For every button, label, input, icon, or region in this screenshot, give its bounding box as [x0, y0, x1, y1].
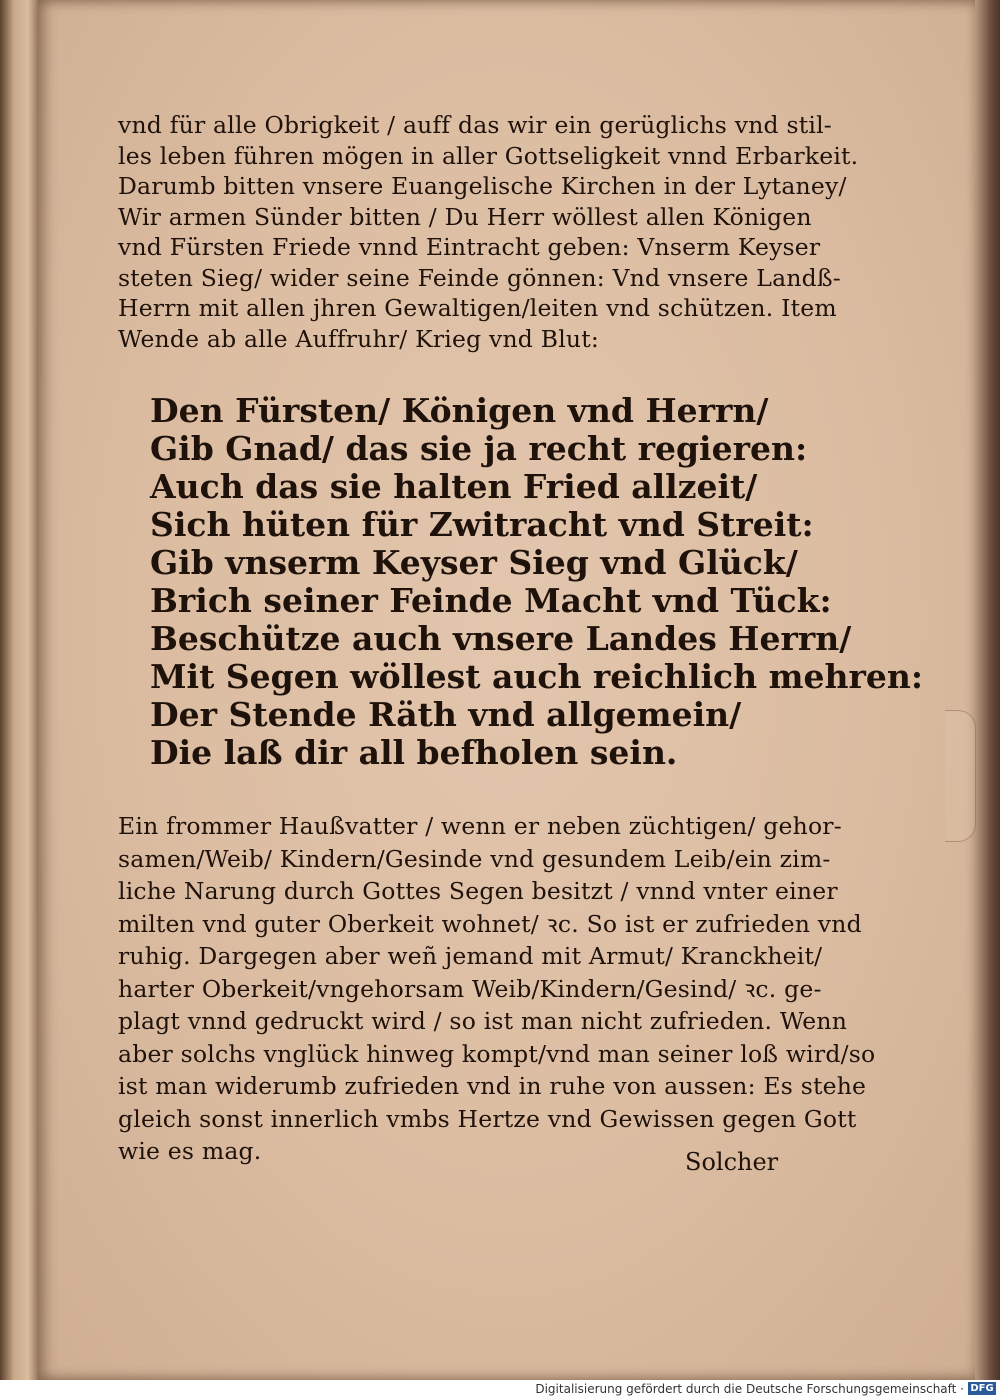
paragraph-2-line: ist man widerumb zufrieden vnd in ruhe von aussen: Es stehe — [118, 1072, 867, 1100]
paragraph-1-line: vnd Fürsten Friede vnnd Eintracht geben: Vnserm Keyser — [118, 233, 821, 261]
paragraph-1-line: Wir armen Sünder bitten / Du Herr wöllest allen Königen — [118, 202, 812, 231]
verse-line: Den Fürsten/ Königen vnd Herrn/ — [150, 391, 769, 430]
paragraph-2-line: gleich sonst innerlich vmbs Hertze vnd Gewissen gegen Gott — [118, 1104, 857, 1133]
paragraph-2-line: liche Narung durch Gottes Segen besitzt / vnnd vnter einer — [118, 877, 838, 905]
verse-line: Gib Gnad/ das sie ja recht regieren: — [150, 429, 808, 468]
catchword: Solcher — [685, 1148, 779, 1176]
verse-line: Die laß dir all befholen sein. — [150, 733, 678, 772]
paragraph-1-line: Herrn mit allen jhren Gewaltigen/leiten vnd schützen. Item — [118, 294, 837, 322]
verse-line: Der Stende Räth vnd allgemein/ — [150, 695, 742, 734]
verse-line: Sich hüten für Zwitracht vnd Streit: — [150, 505, 814, 544]
paragraph-1-line: Darumb bitten vnsere Euangelische Kirchen in der Lytaney/ — [118, 172, 847, 200]
paragraph-2-line: ruhig. Dargegen aber weñ jemand mit Armut/ Kranckheit/ — [118, 942, 823, 970]
paragraph-1 — [118, 110, 859, 354]
paragraph-1-line: les leben führen mögen in aller Gottseligkeit vnnd Erbarkeit. — [118, 141, 859, 170]
verse-block — [150, 392, 923, 772]
paragraph-2-line: aber solchs vnglück hinweg kompt/vnd man seiner loß wird/so — [118, 1039, 876, 1068]
verse-line: Gib vnserm Keyser Sieg vnd Glück/ — [150, 543, 798, 582]
verse-line: Brich seiner Feinde Macht vnd Tück: — [150, 581, 832, 620]
previous-page-edge — [0, 0, 40, 1380]
footer-credit: Digitalisierung gefördert durch die Deutsche Forschungsgemeinschaft · — [535, 1382, 964, 1396]
paragraph-2-line: milten vnd guter Oberkeit wohnet/ ꝛc. So ist er zufrieden vnd — [118, 909, 862, 938]
verse-line: Mit Segen wöllest auch reichlich mehren: — [150, 657, 924, 696]
paragraph-2-line: harter Oberkeit/vngehorsam Weib/Kindern/Gesind/ ꝛc. ge- — [118, 974, 822, 1003]
dfg-logo: DFG — [968, 1382, 996, 1395]
paragraph-1-line: vnd für alle Obrigkeit / auff das wir ein gerüglichs vnd stil- — [118, 111, 832, 139]
paragraph-2 — [118, 810, 876, 1168]
verse-line: Auch das sie halten Fried allzeit/ — [150, 467, 758, 506]
paragraph-1-line: steten Sieg/ wider seine Feinde gönnen: Vnd vnsere Landß- — [118, 263, 841, 292]
paragraph-2-line: samen/Weib/ Kindern/Gesinde vnd gesundem Leib/ein zim- — [118, 844, 831, 873]
paragraph-2-line: Ein frommer Haußvatter / wenn er neben züchtigen/ gehor- — [118, 812, 842, 840]
paragraph-1-line: Wende ab alle Auffruhr/ Krieg vnd Blut: — [118, 324, 600, 353]
verse-line: Beschütze auch vnsere Landes Herrn/ — [150, 619, 852, 658]
page-edge-shadow — [975, 0, 1000, 1380]
paragraph-2-line: plagt vnnd gedruckt wird / so ist man nicht zufrieden. Wenn — [118, 1007, 848, 1035]
page-tab-fold — [945, 710, 976, 842]
paragraph-2-line: wie es mag. — [118, 1137, 262, 1165]
